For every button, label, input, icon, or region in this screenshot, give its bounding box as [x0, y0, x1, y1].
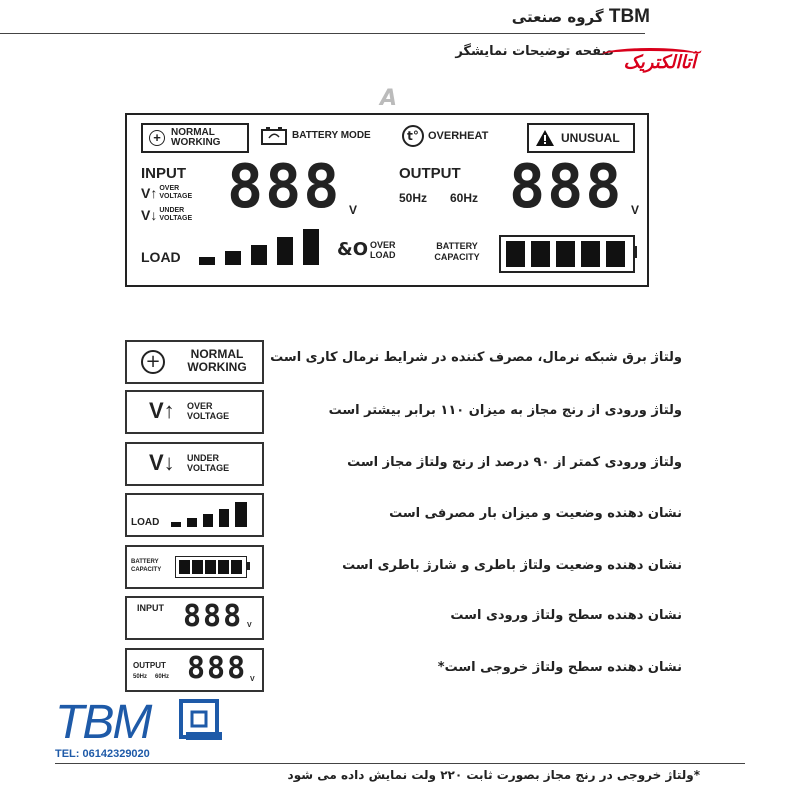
legend-freq-50: 50Hz: [133, 674, 148, 680]
footer-divider: [55, 763, 745, 764]
legend-desc-normal: ولتاژ برق شبکه نرمال، مصرف کننده در شرایط نرمال کاری است: [270, 350, 682, 365]
legend-input-digits: 888: [183, 599, 244, 634]
legend-battery-gauge: [175, 556, 247, 578]
load-bar-2: [225, 251, 241, 265]
legend-output-unit: V: [250, 676, 255, 683]
legend-desc-load: نشان دهنده وضعیت و میزان بار مصرفی است: [389, 506, 682, 521]
company-name: TBM: [608, 6, 650, 27]
legend-battery-cell-1: [179, 560, 190, 574]
over-voltage-label: OVER VOLTAGE: [159, 185, 193, 200]
legend-desc-output: نشان دهنده سطح ولتاژ خروجی است*: [437, 660, 682, 675]
output-voltage-display: 888: [509, 152, 624, 222]
unusual-label: UNUSUAL: [561, 131, 620, 145]
freq-50-label: 50Hz: [399, 191, 428, 205]
input-unit: V: [349, 203, 358, 217]
overload-indicator: [337, 239, 406, 260]
battery-terminal: [633, 246, 637, 258]
under-voltage-label: UNDER VOLTAGE: [159, 207, 193, 222]
legend-battery-cell-5: [231, 560, 242, 574]
output-unit: V: [631, 203, 640, 217]
output-label: OUTPUT: [399, 165, 461, 182]
legend-load-bar-2: [187, 518, 197, 527]
legend-output-label: OUTPUT: [133, 661, 166, 670]
voltage-up-icon: V↑: [141, 185, 158, 201]
load-bar-1: [199, 257, 215, 265]
legend-icon-output: [125, 648, 264, 692]
normal-working-indicator: [141, 123, 249, 153]
company-prefix: گروه صنعتی: [511, 8, 604, 26]
freq-60-label: 60Hz: [450, 191, 479, 205]
battery-mode-label: BATTERY MODE: [292, 129, 371, 141]
plus-circle-icon: +: [149, 130, 165, 146]
legend-battery-cell-4: [218, 560, 229, 574]
battery-capacity-gauge: [499, 235, 635, 273]
load-bar-meter: [199, 225, 329, 265]
overheat-indicator: [402, 125, 488, 147]
legend-icon-load: [125, 493, 264, 537]
legend-load-bar-4: [219, 509, 229, 527]
unusual-indicator: [527, 123, 635, 153]
legend-battery-label: BATTERY CAPACITY: [131, 559, 162, 573]
battery-cell-3: [556, 241, 575, 267]
warning-triangle-icon: [535, 129, 555, 147]
legend-under-voltage-label: UNDER VOLTAGE: [187, 453, 230, 473]
page-subtitle: صفحه توضیحات نمایشگر: [455, 44, 614, 59]
legend-input-unit: V: [247, 622, 252, 629]
load-label: LOAD: [141, 249, 181, 265]
legend-desc-over-voltage: ولتاژ ورودی از رنج مجاز به میزان ۱۱۰ برابر بیشتر است: [328, 403, 682, 418]
thermometer-icon: t°: [402, 125, 424, 147]
load-bar-5: [303, 229, 319, 265]
legend-normal-label: NORMAL WORKING: [187, 347, 247, 374]
battery-plug-icon: [260, 125, 288, 145]
footer-note: *ولتاژ خروجی در رنج مجاز بصورت ثابت ۲۲۰ ولت نمایش داده می شود: [287, 768, 700, 782]
legend-desc-input: نشان دهنده سطح ولتاژ ورودی است: [450, 608, 682, 623]
phone-number: TEL: 06142329020: [55, 748, 150, 760]
legend-load-bar-1: [171, 522, 181, 527]
overload-icon: &O: [337, 239, 368, 260]
legend-icon-under-voltage: [125, 442, 264, 486]
legend-load-label: LOAD: [131, 517, 160, 528]
load-bar-4: [277, 237, 293, 265]
overload-label: OVER LOAD: [370, 239, 396, 260]
watermark-logo: A: [380, 86, 398, 111]
voltage-up-icon: V↑: [149, 398, 175, 423]
battery-cell-2: [531, 241, 550, 267]
overheat-label: OVERHEAT: [428, 130, 489, 142]
over-voltage-indicator: [141, 185, 199, 201]
legend-load-bar-5: [235, 502, 247, 527]
normal-working-label: NORMAL WORKING: [171, 127, 221, 148]
legend-load-bar-3: [203, 514, 213, 527]
battery-cell-5: [606, 241, 625, 267]
lcd-panel: [125, 113, 649, 287]
battery-cell-1: [506, 241, 525, 267]
legend-battery-terminal: [247, 562, 250, 570]
company-title: [512, 6, 650, 28]
battery-capacity-label: BATTERY CAPACITY: [434, 241, 480, 262]
input-voltage-display: 888: [227, 152, 342, 222]
tbm-logo-mark-icon: [178, 698, 224, 744]
battery-cell-4: [581, 241, 600, 267]
header-divider: [0, 33, 645, 34]
plus-circle-icon: +: [141, 350, 165, 374]
voltage-down-icon: V↓: [149, 450, 175, 475]
legend-desc-under-voltage: ولتاژ ورودی کمتر از ۹۰ درصد از رنج ولتاژ مجاز است: [347, 455, 682, 470]
legend-battery-cell-2: [192, 560, 203, 574]
brand-logo: آتاالکتریک: [623, 52, 696, 73]
legend-freq-60: 60Hz: [155, 674, 170, 680]
battery-mode-indicator: [260, 125, 371, 145]
legend-icon-normal-working: [125, 340, 264, 384]
legend-output-digits: 888: [187, 651, 248, 686]
legend-battery-cell-3: [205, 560, 216, 574]
legend-icon-over-voltage: [125, 390, 264, 434]
legend-icon-input: [125, 596, 264, 640]
legend-icon-battery: [125, 545, 264, 589]
input-label: INPUT: [141, 165, 186, 182]
legend-over-voltage-label: OVER VOLTAGE: [187, 401, 230, 421]
voltage-down-icon: V↓: [141, 207, 158, 223]
load-bar-3: [251, 245, 267, 265]
legend-desc-battery: نشان دهنده وضعیت ولتاژ باطری و شارژ باطری است: [342, 558, 682, 573]
under-voltage-indicator: [141, 207, 199, 223]
tbm-logo: TBM: [55, 696, 151, 749]
legend-input-label: INPUT: [137, 603, 164, 613]
